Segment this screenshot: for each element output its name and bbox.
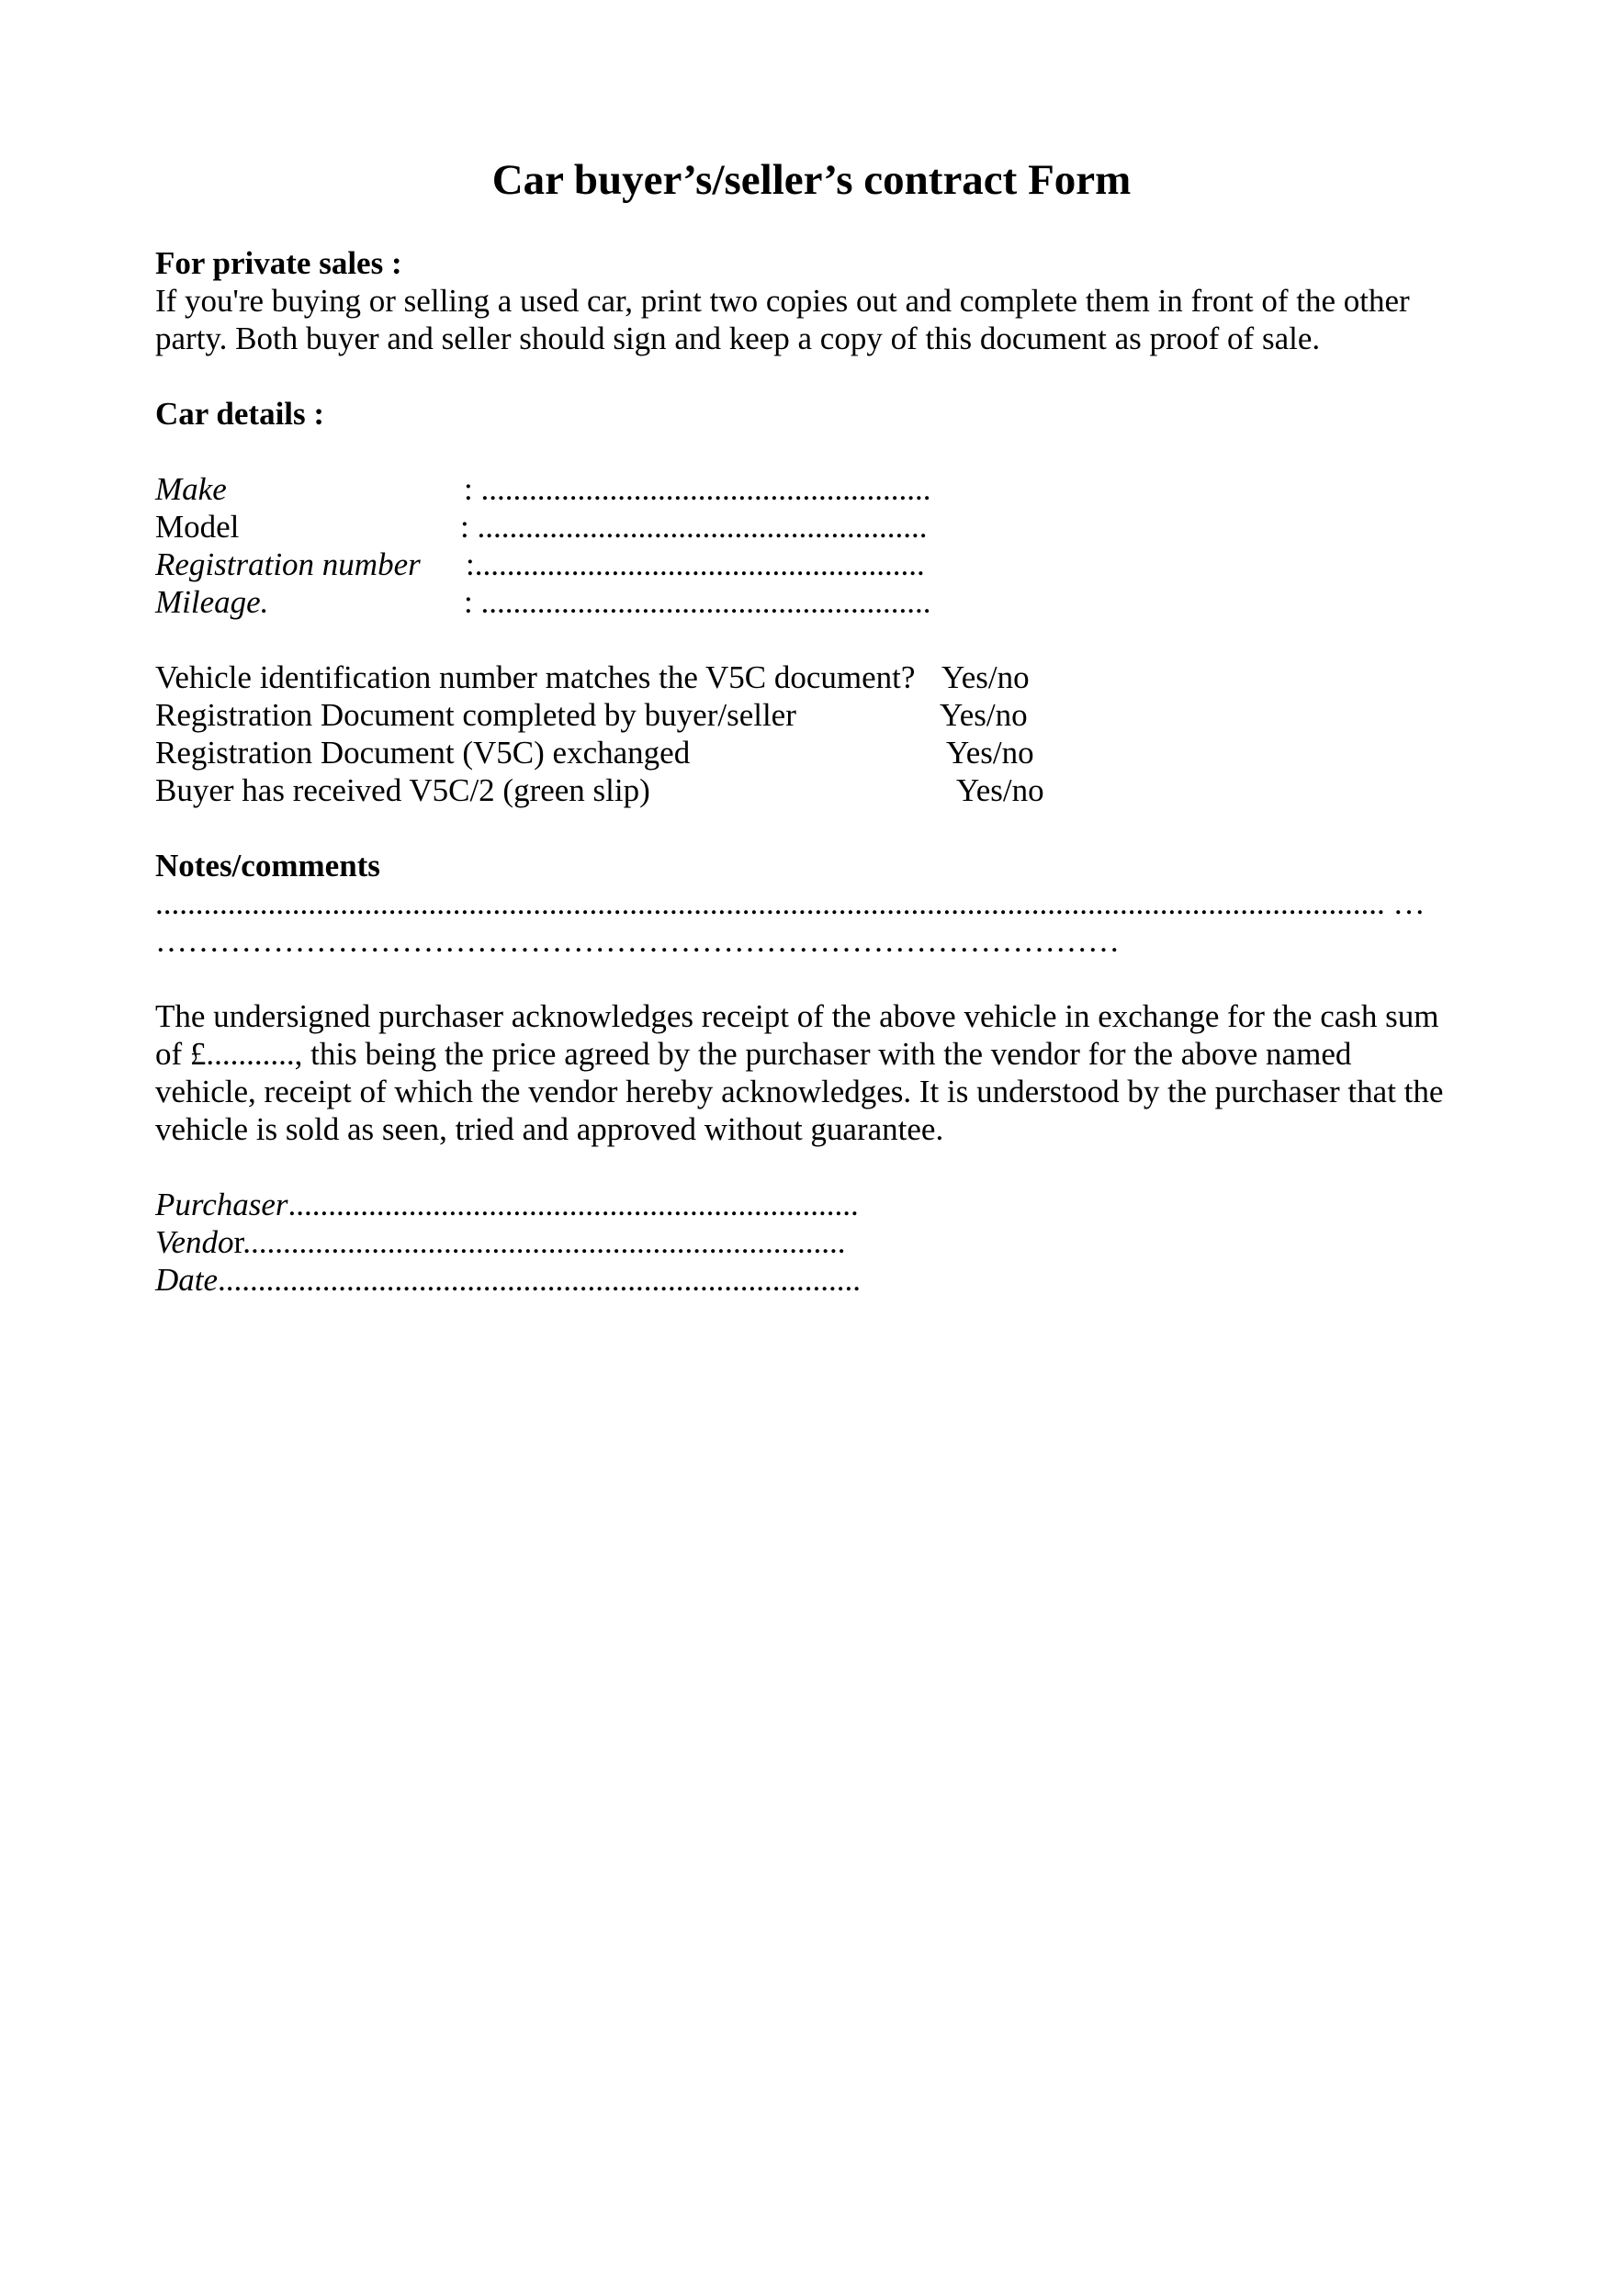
signature-date[interactable] [155,1261,861,1300]
notes-line-2[interactable]: ……………………………………………………………………………… [155,923,1120,959]
field-label-registration: Registration number [155,546,421,582]
check-answer-v5c-exchanged[interactable]: Yes/no [946,735,1034,771]
private-sales-heading: For private sales : [155,245,402,281]
signature-purchaser[interactable] [155,1186,859,1224]
page-title: Car buyer’s/seller’s contract Form [491,156,1132,204]
field-label-model: Model [155,509,240,545]
notes-heading: Notes/comments [155,848,380,884]
signature-vendor-label-tail: r [233,1224,243,1260]
field-value-registration[interactable]: :........................................................ [466,546,925,582]
field-value-mileage[interactable]: : ........................................................ [464,584,931,620]
field-label-mileage: Mileage. [155,584,269,620]
signature-vendor-dots[interactable]: ........................................................................... [242,1224,846,1260]
check-answer-vin[interactable]: Yes/no [941,659,1030,695]
field-value-model[interactable]: : ........................................................ [460,509,928,545]
acknowledgement-line-4: vehicle is sold as seen, tried and approved without guarantee. [155,1111,944,1147]
signature-vendor[interactable] [155,1223,846,1262]
car-details-heading: Car details : [155,396,325,432]
check-label-registration-completed: Registration Document completed by buyer/seller [155,697,796,733]
acknowledgement-line-3: vehicle, receipt of which the vendor hereby acknowledges. It is understood by the purchaser that the [155,1074,1444,1109]
signature-date-label: Date [155,1262,219,1298]
check-label-vin: Vehicle identification number matches the V5C document? [155,659,916,695]
check-answer-green-slip[interactable]: Yes/no [956,772,1044,808]
private-sales-text-line-2: party. Both buyer and seller should sign and keep a copy of this document as proof of sale. [155,321,1321,356]
check-label-v5c-exchanged: Registration Document (V5C) exchanged [155,735,691,771]
field-label-make: Make [155,471,227,507]
private-sales-text-line-1: If you're buying or selling a used car, print two copies out and complete them in front of the other [155,283,1410,319]
check-label-green-slip: Buyer has received V5C/2 (green slip) [155,772,650,808]
signature-purchaser-dots[interactable]: ....................................................................... [287,1187,859,1222]
signature-purchaser-label: Purchaser [155,1187,288,1222]
acknowledgement-line-2: of £..........., this being the price agreed by the purchaser with the vendor for the above named [155,1036,1352,1072]
signature-vendor-label: Vendo [155,1224,234,1260]
field-value-make[interactable]: : ........................................................ [464,471,931,507]
check-answer-registration-completed[interactable]: Yes/no [940,697,1028,733]
signature-date-dots[interactable]: ................................................................................ [218,1262,862,1298]
notes-line-1[interactable]: ......................................................................................................................................................... … [155,885,1426,921]
acknowledgement-line-1: The undersigned purchaser acknowledges receipt of the above vehicle in exchange for the cash sum [155,998,1439,1034]
